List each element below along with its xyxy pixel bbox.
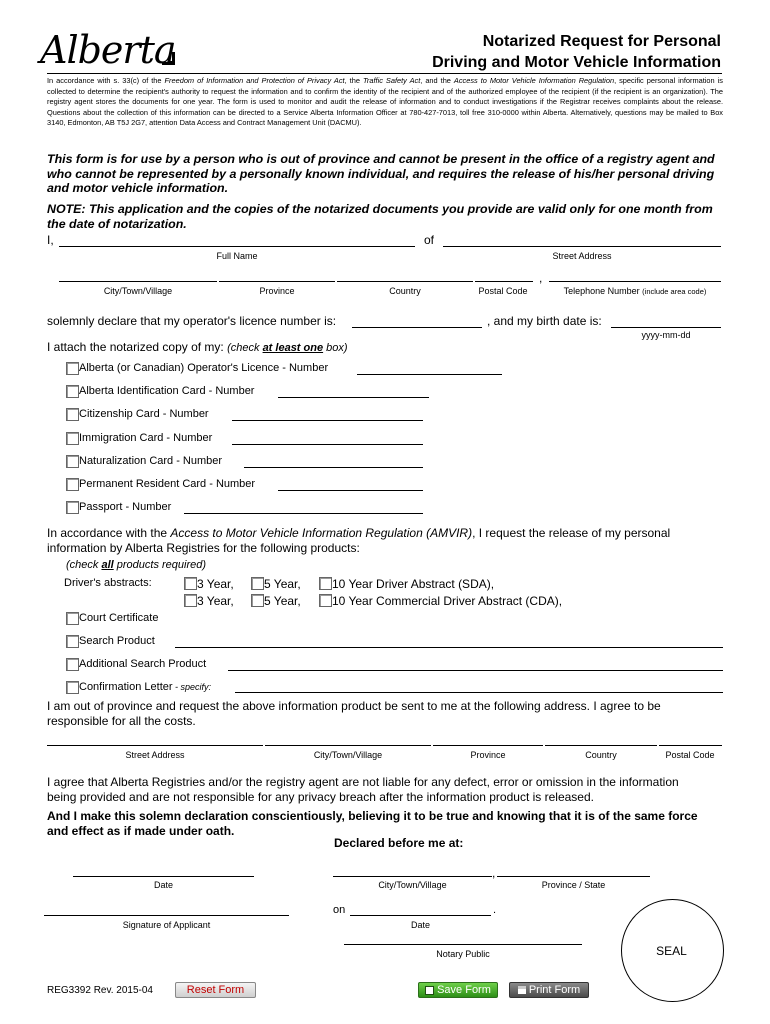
confirmation-letter-checkbox[interactable]: [66, 681, 79, 694]
sda-3-year-checkbox[interactable]: [184, 577, 197, 590]
birth-date-field[interactable]: [611, 327, 721, 328]
confirmation-letter-label: [79, 681, 211, 693]
postal-code-caption: Postal Code: [478, 286, 528, 296]
mailing-postal-caption: Postal Code: [665, 750, 715, 760]
naturalization-card-checkbox[interactable]: [66, 455, 79, 468]
mailing-city-field[interactable]: [265, 745, 431, 746]
privacy-text: In accordance with s. 33(c) of the: [47, 76, 165, 85]
full-name-field[interactable]: [59, 246, 415, 247]
immigration-card-number-field[interactable]: [232, 444, 423, 445]
id-card-number-field[interactable]: [278, 397, 429, 398]
notarization-date-field[interactable]: [350, 915, 491, 916]
mailing-street-field[interactable]: [47, 745, 263, 746]
naturalization-card-number-field[interactable]: [244, 467, 423, 468]
of-label: of: [424, 233, 435, 247]
alberta-logo-text: Alberta: [40, 28, 176, 72]
seal-label: SEAL: [656, 944, 687, 958]
licence-declaration: solemnly declare that my operator's licence number is:: [47, 314, 337, 328]
oath-text2: and effect as if made under oath.: [47, 824, 235, 838]
street-address-caption: Street Address: [552, 251, 612, 261]
check-strong: all: [101, 559, 114, 571]
province-field[interactable]: [219, 281, 335, 282]
mailing-province-field[interactable]: [433, 745, 543, 746]
drivers-abstracts-label: Driver's abstracts:: [64, 577, 152, 589]
cda-3-year-label: 3 Year,: [197, 594, 234, 608]
id-card-label: Alberta Identification Card - Number: [79, 385, 255, 397]
country-caption: Country: [389, 286, 421, 296]
telephone-caption: [549, 286, 721, 296]
sda-5-year-checkbox[interactable]: [251, 577, 264, 590]
search-product-label: Search Product: [79, 635, 155, 647]
declared-before-heading: Declared before me at:: [334, 836, 464, 850]
liability-statement: [47, 775, 679, 805]
passport-label: Passport - Number: [79, 501, 172, 513]
street-address-field[interactable]: [443, 246, 721, 247]
oath-statement: [47, 809, 698, 839]
attach-check-strong: at least one: [262, 342, 324, 354]
attach-heading: [47, 340, 348, 354]
declaration-province-caption: Province / State: [541, 880, 606, 890]
declaration-city-caption: City/Town/Village: [378, 880, 447, 890]
attach-check-pre: (check: [227, 342, 263, 354]
full-name-caption: Full Name: [216, 251, 258, 261]
mailing-country-field[interactable]: [545, 745, 657, 746]
privacy-text: , and the: [420, 76, 454, 85]
declaration-date-field[interactable]: [73, 876, 254, 877]
city-caption: City/Town/Village: [103, 286, 173, 296]
sda-10-year-checkbox[interactable]: [319, 577, 332, 590]
applicant-signature-caption: Signature of Applicant: [122, 920, 211, 930]
telephone-field[interactable]: [549, 281, 721, 282]
citizenship-card-label: Citizenship Card - Number: [79, 408, 209, 420]
products-intro: [47, 526, 670, 556]
privacy-notice: [47, 76, 723, 129]
cda-5-year-label: 5 Year,: [264, 594, 301, 608]
products-check-note: [66, 559, 206, 571]
mailing-city-caption: City/Town/Village: [313, 750, 383, 760]
cda-10-year-label: 10 Year Commercial Driver Abstract (CDA),: [332, 594, 563, 608]
naturalization-card-label: Naturalization Card - Number: [79, 455, 223, 467]
operator-licence-label: Alberta (or Canadian) Operator's Licence - Number: [79, 362, 329, 374]
passport-checkbox[interactable]: [66, 501, 79, 514]
notary-public-caption: Notary Public: [436, 949, 490, 959]
products-lead2: , I request the release of my personal: [472, 526, 671, 540]
amvir-regulation: Access to Motor Vehicle Information Regulation: [453, 76, 615, 85]
alberta-logo: [40, 30, 180, 74]
cda-3-year-checkbox[interactable]: [184, 594, 197, 607]
search-product-checkbox[interactable]: [66, 635, 79, 648]
logo-mark-icon: [162, 52, 175, 65]
applicant-signature-field[interactable]: [44, 915, 289, 916]
search-product-field[interactable]: [175, 647, 723, 648]
reset-form-button[interactable]: Reset Form: [175, 982, 256, 998]
citizenship-card-checkbox[interactable]: [66, 408, 79, 421]
permanent-resident-card-checkbox[interactable]: [66, 478, 79, 491]
additional-search-field[interactable]: [228, 670, 723, 671]
operator-licence-checkbox[interactable]: [66, 362, 79, 375]
period: .: [493, 904, 497, 916]
immigration-card-checkbox[interactable]: [66, 432, 79, 445]
mailing-street-caption: Street Address: [125, 750, 185, 760]
attach-check-post: box): [323, 342, 348, 354]
confirmation-letter-field[interactable]: [235, 692, 723, 693]
printer-icon: [518, 986, 526, 994]
passport-number-field[interactable]: [184, 513, 423, 514]
court-certificate-checkbox[interactable]: [66, 612, 79, 625]
operator-licence-number-field[interactable]: [357, 374, 502, 375]
purpose-statement: This form is for use by a person who is out of province and cannot be present in the office of a registry agent and who cannot be represented by a personally known individual, and requires the release of his/her personal driving and motor vehicle information.: [47, 152, 715, 195]
mailing-province-caption: Province: [470, 750, 506, 760]
validity-note: NOTE: This application and the copies of the notarized documents you provide are valid only for one month from the date of notarization.: [47, 202, 713, 231]
form-id: REG3392 Rev. 2015-04: [47, 985, 153, 996]
privacy-text: , specific personal information is collected to determine the recipient's authority to request the information and to confirm the identity of the recipient and of the authorized employee of the recipient (if the recipient is an organization). The registry agent stores the documents for one year. The form is used to monitor and audit the release of information and to conduct investigations if the Registrar receives complaints about the release. Questions about the collection of this information can be directed to a Service Alberta Information Officer at 780-427-7013, toll free 310-0000 within Alberta. Alternatively, questions may be mailed to Box 3140, Edmonton, AB T5J 2G7, attention Data Access and Contract Management Unit (DACMU).: [47, 76, 723, 128]
form-title-line1: Notarized Request for Personal: [482, 33, 721, 50]
additional-search-checkbox[interactable]: [66, 658, 79, 671]
form-title-line2: Driving and Motor Vehicle Information: [432, 54, 721, 71]
postal-code-field[interactable]: [475, 281, 533, 282]
mailing-text1: I am out of province and request the above information product be sent to me at the following address. I agree to be: [47, 699, 661, 713]
declaration-province-field[interactable]: [497, 876, 650, 877]
check-pre: (check: [66, 559, 102, 571]
oath-text1: And I make this solemn declaration conscientiously, believing it to be true and knowing that it is of the same force: [47, 809, 698, 823]
liability-text1: I agree that Alberta Registries and/or the registry agent are not liable for any defect, error or omission in the information: [47, 775, 679, 789]
attach-lead: I attach the notarized copy of my:: [47, 340, 228, 354]
notarization-date-caption: Date: [410, 920, 430, 930]
court-certificate-label: Court Certificate: [79, 612, 159, 624]
amvir-name: Access to Motor Vehicle Information Regulation (AMVIR): [170, 526, 473, 540]
products-lead1: In accordance with the: [47, 526, 171, 540]
citizenship-card-number-field[interactable]: [232, 420, 423, 421]
immigration-card-label: Immigration Card - Number: [79, 432, 213, 444]
liability-text2: being provided and are not responsible for any privacy breach after the information product is released.: [47, 790, 594, 804]
privacy-text: , the: [344, 76, 363, 85]
print-form-label: Print Form: [528, 984, 581, 996]
cda-5-year-checkbox[interactable]: [251, 594, 264, 607]
print-form-button[interactable]: [509, 982, 589, 998]
province-caption: Province: [259, 286, 295, 296]
permanent-resident-card-number-field[interactable]: [278, 490, 423, 491]
specify-text: - specify:: [172, 682, 212, 692]
mailing-postal-field[interactable]: [659, 745, 722, 746]
declaration-city-field[interactable]: [333, 876, 492, 877]
save-form-button[interactable]: [418, 982, 498, 998]
disk-icon: [425, 986, 434, 995]
header-rule: [47, 73, 722, 74]
city-field[interactable]: [59, 281, 217, 282]
i-label: I,: [47, 233, 54, 247]
licence-number-field[interactable]: [352, 327, 482, 328]
mailing-statement: [47, 699, 661, 729]
declaration-date-caption: Date: [153, 880, 173, 890]
save-form-label: Save Form: [437, 984, 491, 996]
sda-3-year-label: 3 Year,: [197, 577, 234, 591]
cda-10-year-checkbox[interactable]: [319, 594, 332, 607]
mailing-country-caption: Country: [585, 750, 617, 760]
mailing-text2: responsible for all the costs.: [47, 714, 196, 728]
birth-date-label: , and my birth date is:: [487, 314, 602, 328]
id-card-checkbox[interactable]: [66, 385, 79, 398]
date-format-caption: yyyy-mm-dd: [641, 330, 691, 340]
notary-public-field[interactable]: [344, 944, 582, 945]
traffic-safety-act: Traffic Safety Act: [362, 76, 421, 85]
on-label: on: [333, 904, 346, 916]
additional-search-label: Additional Search Product: [79, 658, 207, 670]
check-post: products required): [113, 559, 207, 571]
sda-5-year-label: 5 Year,: [264, 577, 301, 591]
products-lead3: information by Alberta Registries for the following products:: [47, 541, 360, 555]
foip-act: Freedom of Information and Protection of Privacy Act: [164, 76, 345, 85]
confirmation-letter-text: Confirmation Letter: [79, 681, 173, 693]
comma: ,: [492, 866, 496, 880]
telephone-caption-note: (include area code): [642, 287, 707, 296]
permanent-resident-card-label: Permanent Resident Card - Number: [79, 478, 256, 490]
comma: ,: [539, 271, 543, 285]
country-field[interactable]: [337, 281, 473, 282]
sda-10-year-label: 10 Year Driver Abstract (SDA),: [332, 577, 495, 591]
telephone-caption-text: Telephone Number: [563, 286, 640, 296]
